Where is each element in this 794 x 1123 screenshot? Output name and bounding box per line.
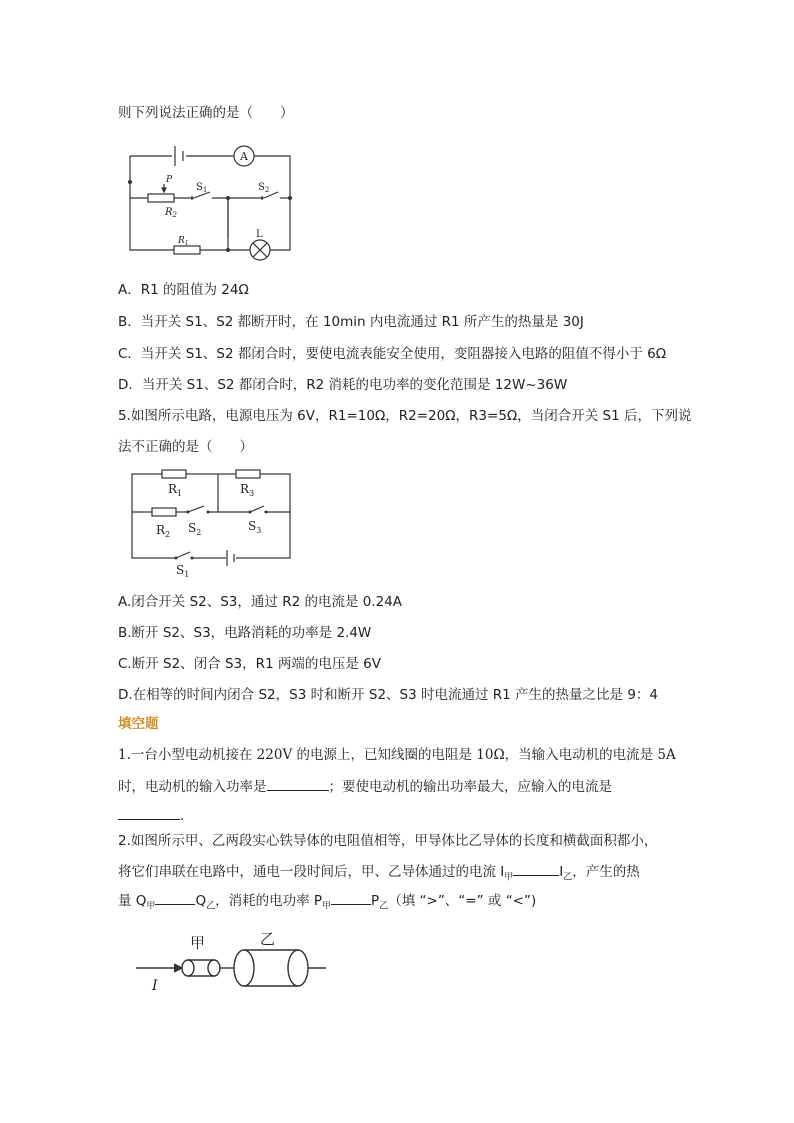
svg-text:R1 xyxy=(177,236,189,247)
f1-line3-end: . xyxy=(180,808,185,824)
svg-text:S2 xyxy=(258,182,269,194)
f2-q-yi: Q xyxy=(195,893,207,909)
q4-option-a: A．R1 的阻值为 24Ω xyxy=(118,282,249,298)
label-jia: 甲 xyxy=(190,934,206,952)
r2-label: R xyxy=(165,207,173,218)
s2-label: S xyxy=(258,182,265,193)
f2-line1: 2.如图所示甲、乙两段实心铁导体的电阻值相等，甲导体比乙导体的长度和横截面积都小， xyxy=(118,833,658,849)
f1-line2 xyxy=(118,777,612,796)
f1-line1: 1.一台小型电动机接在 220V 的电源上，已知线圈的电阻是 10Ω，当输入电动机的电流是 5A xyxy=(118,747,676,763)
q4-option-d: D．当开关 S1、S2 都闭合时，R2 消耗的电功率的变化范围是 12W~36W xyxy=(118,377,568,393)
r2-label: R xyxy=(156,523,166,537)
f2-sub-yi-i: 乙 xyxy=(563,872,573,883)
lamp-label: L xyxy=(256,229,263,240)
s3-sub: 3 xyxy=(256,526,262,535)
slider-p-label: P xyxy=(166,175,173,185)
q5-option-d: D.在相等的时间内闭合 S2，S3 时和断开 S2、S3 时电流通过 R1 产生的热量之比是 9：4 xyxy=(118,687,659,703)
q4-option-b: B．当开关 S1、S2 都断开时，在 10min 内电流通过 R1 所产生的热量是 30J xyxy=(118,314,584,330)
s1-sub: 1 xyxy=(184,570,190,579)
f2-blank-power[interactable] xyxy=(331,891,371,905)
conductor-diagram xyxy=(130,928,330,998)
r2-sub: 2 xyxy=(165,530,171,539)
s3-label: S xyxy=(248,519,257,533)
r3-label: R xyxy=(240,482,250,496)
q4-circuit-diagram xyxy=(120,140,300,260)
f2-line2-b: ，产生的热 xyxy=(572,864,640,880)
q5-option-b: B.断开 S2、S3，电路消耗的功率是 2.4W xyxy=(118,625,372,641)
f2-line3-b: ，消耗的电功率 P xyxy=(215,893,323,909)
s2-sub: 2 xyxy=(196,528,202,537)
f2-sub-jia-i: 甲 xyxy=(504,872,514,883)
q4-stem: 则下列说法正确的是（ ） xyxy=(118,105,294,121)
q5-option-c: C.断开 S2、闭合 S3，R1 两端的电压是 6V xyxy=(118,656,381,672)
f2-line2 xyxy=(118,862,640,887)
f2-sub-jia-q: 甲 xyxy=(146,901,156,912)
f2-line3-c: （填 “>”、“=” 或 “<”) xyxy=(388,893,537,909)
svg-text:S1 xyxy=(176,563,189,579)
f2-sub-yi-q: 乙 xyxy=(206,901,216,912)
r1-label: R xyxy=(178,236,185,246)
svg-text:R3 xyxy=(240,482,254,498)
r1-sub: 1 xyxy=(177,489,183,498)
q5-stem-line1: 5.如图所示电路，电源电压为 6V，R1=10Ω，R2=20Ω，R3=5Ω，当闭合开关 S1 后，下列说 xyxy=(118,408,692,424)
f2-blank-heat[interactable] xyxy=(155,891,195,905)
r2-sub: 2 xyxy=(172,211,177,219)
f2-sub-yi-p: 乙 xyxy=(379,901,389,912)
f1-line2-b: ；要使电动机的输出功率最大，应输入的电流是 xyxy=(328,779,612,795)
f1-line2-a: 时，电动机的输入功率是 xyxy=(118,779,267,795)
q5-stem-line2: 法不正确的是（ ） xyxy=(118,439,253,455)
svg-text:S2 xyxy=(188,521,201,537)
f2-line2-a: 将它们串联在电路中，通电一段时间后，甲、乙导体通过的电流 I xyxy=(118,864,505,880)
f2-i-yi: I xyxy=(559,864,564,880)
f1-blank-1[interactable] xyxy=(267,777,329,791)
s1-sub: 1 xyxy=(202,186,208,194)
f2-line3-a: 量 Q xyxy=(118,893,147,909)
svg-text:R2 xyxy=(156,523,170,539)
svg-text:R1 xyxy=(168,482,182,498)
svg-text:S3 xyxy=(248,519,261,535)
f2-line3 xyxy=(118,891,536,916)
q5-option-a: A.闭合开关 S2、S3，通过 R2 的电流是 0.24A xyxy=(118,594,403,610)
r1-label: R xyxy=(168,482,178,496)
label-yi: 乙 xyxy=(260,930,276,948)
f2-sub-jia-p: 甲 xyxy=(322,901,332,912)
s2-label: S xyxy=(188,521,197,535)
ammeter-label: A xyxy=(240,150,248,163)
svg-text:S1 xyxy=(196,182,207,194)
r1-sub: 1 xyxy=(184,240,189,247)
s2-sub: 2 xyxy=(264,186,270,194)
r3-sub: 3 xyxy=(249,489,255,498)
label-current: I xyxy=(152,978,158,994)
svg-text:R2 xyxy=(164,207,178,219)
q4-option-c: C．当开关 S1、S2 都闭合时，要使电流表能安全使用，变阻器接入电路的阻值不得小于 6Ω xyxy=(118,346,667,362)
f1-line3 xyxy=(118,806,184,825)
q5-circuit-diagram xyxy=(130,468,294,578)
section-title-fill-in: 填空题 xyxy=(118,716,159,732)
f2-blank-current[interactable] xyxy=(513,862,559,876)
s1-label: S xyxy=(176,563,185,577)
s1-label: S xyxy=(196,182,203,193)
f2-p-yi: P xyxy=(371,893,380,909)
f1-blank-2[interactable] xyxy=(118,806,180,820)
